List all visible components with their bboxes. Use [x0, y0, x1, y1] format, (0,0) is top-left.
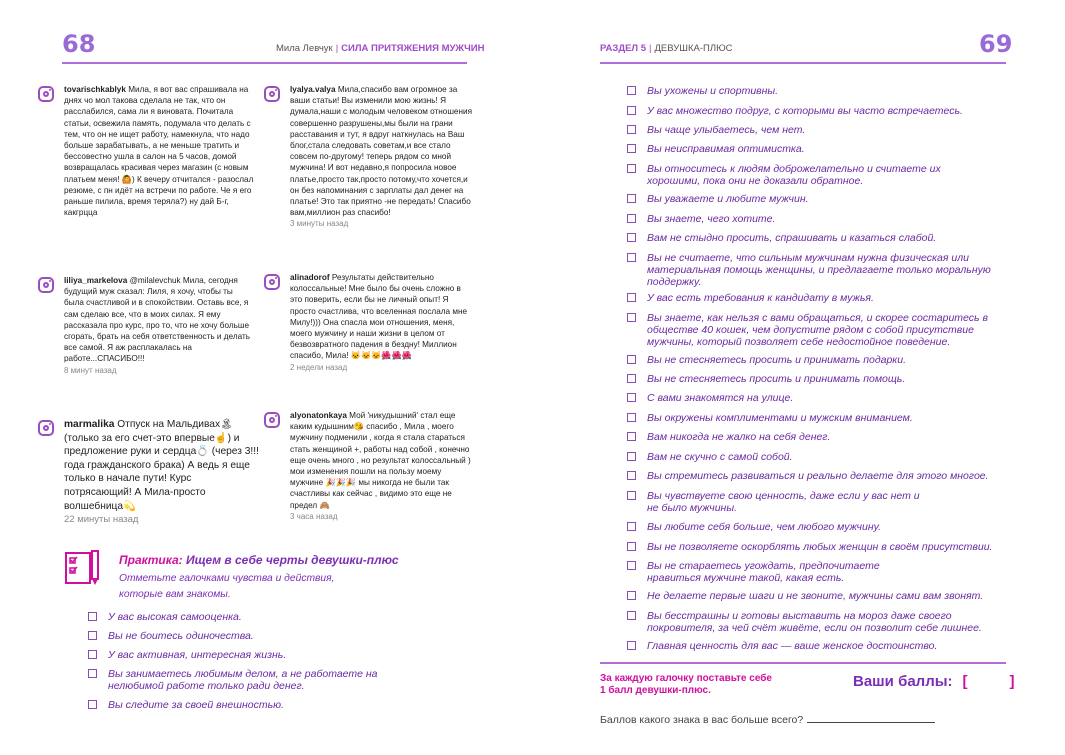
checkbox[interactable] — [627, 214, 636, 223]
checkbox[interactable] — [627, 611, 636, 620]
header-title: СИЛА ПРИТЯЖЕНИЯ МУЖЧИН — [341, 43, 485, 54]
instagram-icon — [38, 277, 54, 293]
header-rule — [62, 62, 467, 64]
checkbox[interactable] — [627, 413, 636, 422]
practice-subtitle-line: Отметьте галочками чувства и действия, — [119, 573, 335, 584]
post-time: 8 минут назад — [64, 365, 117, 375]
post-text: @milalevchuk Мила, сегодня будущий муж сказал: Лиля, я хочу, чтобы ты была счастливой и в спокойствии. Оставь все, я сам сделаю все, что в моих силах. Я ему рассказала про курс, про то, что не хочу больше сгорать, брать на себя ответственность и делать все самой. Я аж расплакалась на работе...СПАСИБО!!! — [64, 276, 251, 364]
page-number: 68 — [62, 30, 96, 58]
post-username: alyonatonkaya — [290, 411, 347, 420]
score-note — [600, 673, 772, 697]
checklist-item-label: Вы бесстрашны и готовы выставить на мороз даже своего покровителя, за чей счёт живёте, если он позволит себе лишнее. — [647, 610, 982, 634]
post-time: 22 минуты назад — [64, 514, 139, 526]
post-text: Отпуск на Мальдивах🏝 (только за его счет-это впервые☝) и предложение руки и сердца💍 (через 3!!! года гражданского брака) А ведь я еще только в начале пути! Курс потрясающий! А Мила-просто волшебница💫 — [64, 419, 259, 512]
checkbox[interactable] — [627, 432, 636, 441]
instagram-icon — [264, 412, 280, 428]
post-username: alinadorof — [290, 273, 330, 282]
post-time: 3 минуты назад — [290, 219, 349, 229]
header-section: РАЗДЕЛ 5 — [600, 43, 647, 54]
checklist-item-label: Главная ценность для вас — ваше женское достоинство. — [647, 640, 938, 652]
score-note-line: За каждую галочку поставьте себе — [600, 673, 772, 684]
header-title: ДЕВУШКА-ПЛЮС — [654, 43, 733, 54]
instagram-icon — [264, 86, 280, 102]
checklist-item-label: Вы знаете, как нельзя с вами обращаться, и скорее состаритесь в обществе 40 кошек, чем допустите рядом с собой присутствие мужчины, который позволяет себе недостойное поведение. — [647, 312, 988, 348]
post-username: tovarischkablyk — [64, 85, 126, 94]
instagram-icon — [264, 274, 280, 290]
checkbox[interactable] — [627, 164, 636, 173]
post-text: Результаты действительно колоссальные! Мне было бы очень сложно в это поверить, если бы не личный опыт! Я просто счастлива, что вселенная послала мне Милу!))) Она спасла мои отношения, меня, моего мужчину и наши жизни в целом от безвозвратного падения в бездну! Миллион спасибо, Мила! 🐱🐱🐱🌺🌺🌺 — [290, 273, 468, 361]
checklist-item-label: Вы не стесняетесь просить и принимать подарки. — [647, 354, 907, 366]
checklist-item-label: С вами знакомятся на улице. — [647, 392, 794, 404]
checklist-item-label: У вас высокая самооценка. — [108, 611, 242, 623]
header-author: Мила Левчук — [276, 43, 333, 54]
post-username: lyalya.valya — [290, 85, 336, 94]
checklist-item-label: Вы не боитесь одиночества. — [108, 630, 254, 642]
checkbox[interactable] — [627, 471, 636, 480]
post-time: 2 недели назад — [290, 362, 348, 372]
header-rule — [600, 62, 1006, 64]
instagram-icon — [38, 420, 54, 436]
checklist-item-label: Вы стремитесь развиваться и реально делаете для этого многое. — [647, 470, 989, 482]
checkbox[interactable] — [627, 591, 636, 600]
checklist-item-label: Не делаете первые шаги и не звоните, мужчины сами вам звонят. — [647, 590, 984, 602]
checkbox[interactable] — [627, 374, 636, 383]
checkbox[interactable] — [88, 700, 97, 709]
checklist-item-label: Вы не считаете, что сильным мужчинам нужна физическая или материальная помощь женщины, и предлагаете только моральную поддержку. — [647, 252, 991, 288]
checkbox[interactable] — [88, 669, 97, 678]
checklist-item-label: Вам никогда не жалко на себя денег. — [647, 431, 831, 443]
score-bracket-close[interactable]: ] — [1009, 673, 1015, 690]
question-line — [600, 713, 935, 726]
practice-subtitle — [119, 571, 335, 602]
checkbox[interactable] — [627, 125, 636, 134]
checkbox[interactable] — [88, 612, 97, 621]
checklist-item-label: Вы ухожены и спортивны. — [647, 85, 779, 97]
checklist-item-label: Вы окружены комплиментами и мужским вниманием. — [647, 412, 913, 424]
practice-heading: Ищем в себе черты девушки-плюс — [185, 553, 399, 567]
checklist-item-label: Вы следите за своей внешностью. — [108, 699, 284, 711]
post-text: Мила, я вот вас спрашивала на днях чо мол такова сделала не так, что он расслабился, сама ли я виновата. Почитала статьи, освежила память, подумала что делать с тем, что он не ищет работу, намекнула, что надо больше зарабатывать, а не меньше тратить и бессовестно ушла в салон на 5 часов, домой возвращалась красивая через магазин (с новым платьем меня! 🙆) К вечеру отчитался - разослал резюме, с пн идёт на встречи по работе. Че я его раньше пилила, время теряла?) ну дай Б-г, какгрцца — [64, 85, 254, 218]
score-label: Ваши баллы: — [853, 673, 953, 690]
checklist-item-label: Вы неисправимая оптимистка. — [647, 143, 805, 155]
checkbox[interactable] — [88, 650, 97, 659]
checklist-item-label: Вы чувствуете свою ценность, даже если у вас нет и не было мужчины. — [647, 490, 920, 514]
post-text: Мой 'никудышний' стал еще каким кудышним😘 спасибо , Мила , моего мужчину подменили , когда я стала стараться стать женщиной +, работы над собой , конечно еще очень много , но результат колоссальный ) мои изменения пошли на пользу моему мужчине 🎉🎉🎉 мы никогда не были так счастливы как сейчас , видимо это еще не предел 🙈 — [290, 411, 471, 510]
practice-label: Практика: — [119, 553, 183, 567]
checklist-item-label: Вы не стараетесь угождать, предпочитаете нравиться мужчине такой, какая есть. — [647, 560, 880, 584]
running-header: Мила Левчук | СИЛА ПРИТЯЖЕНИЯ МУЖЧИН — [276, 43, 485, 54]
checkbox[interactable] — [627, 106, 636, 115]
post-text: Мила,спасибо вам огромное за ваши статьи! Вы изменили мою жизнь! Я думала,наши с молодым человеком отношения совершенно разрушены,мы были на грани расставания и тут, я вдруг наткнулась на Ваш блог,стала следовать советам,и все стало совсем по-другому! теперь рядом со мной мужчина! И вот недавно,я попросила новое платье,просто так,просто потому,что хочется,и он без напоминания с зарплаты дал денег на платье! Это так приятно -не передать! Спасибо вам,миллион раз спасибо! — [290, 85, 472, 218]
checklist-pencil-icon — [64, 549, 102, 587]
checklist-item-label: Вы чаще улыбаетесь, чем нет. — [647, 124, 806, 136]
checklist-item-label: Вам не стыдно просить, спрашивать и казаться слабой. — [647, 232, 937, 244]
checklist-item-label: Вы занимаетесь любимым делом, а не работаете на нелюбимой работе только ради денег. — [108, 668, 378, 692]
checkbox[interactable] — [627, 233, 636, 242]
checkbox[interactable] — [627, 86, 636, 95]
checklist-item-label: У вас множество подруг, с которыми вы часто встречаетесь. — [647, 105, 963, 117]
checkbox[interactable] — [88, 631, 97, 640]
running-header: РАЗДЕЛ 5 | ДЕВУШКА-ПЛЮС — [600, 43, 733, 54]
score-box — [853, 673, 1015, 690]
checklist-item-label: Вы не стесняетесь просить и принимать помощь. — [647, 373, 906, 385]
checklist-item-label: У вас активная, интересная жизнь. — [108, 649, 287, 661]
checkbox[interactable] — [627, 293, 636, 302]
score-note-line: 1 балл девушки-плюс. — [600, 685, 711, 696]
checkbox[interactable] — [627, 393, 636, 402]
checkbox[interactable] — [627, 144, 636, 153]
checklist-item-label: Вы относитесь к людям доброжелательно и считаете их хорошими, пока они не доказали обратное. — [647, 163, 941, 187]
checklist-item-label: Вы знаете, чего хотите. — [647, 213, 776, 225]
checkbox[interactable] — [627, 253, 636, 262]
post-username: liliya_markelova — [64, 276, 128, 285]
page-number: 69 — [979, 30, 1013, 58]
post-time: 3 часа назад — [290, 511, 338, 521]
question-text: Баллов какого знака в вас больше всего? — [600, 714, 804, 726]
checklist-item-label: У вас есть требования к кандидату в мужья. — [647, 292, 874, 304]
checkbox[interactable] — [627, 542, 636, 551]
checklist-item-label: Вы любите себя больше, чем любого мужчину. — [647, 521, 882, 533]
footer-rule — [600, 662, 1006, 664]
practice-subtitle-line: которые вам знакомы. — [119, 588, 231, 600]
checkbox[interactable] — [627, 452, 636, 461]
checklist-item-label: Вам не скучно с самой собой. — [647, 451, 793, 463]
score-bracket-open: [ — [962, 673, 968, 690]
checkbox[interactable] — [627, 355, 636, 364]
checkbox[interactable] — [627, 491, 636, 500]
practice-title — [119, 553, 399, 567]
checklist-item-label: Вы уважаете и любите мужчин. — [647, 193, 809, 205]
checkbox[interactable] — [627, 561, 636, 570]
answer-blank[interactable] — [807, 713, 935, 723]
checkbox[interactable] — [627, 522, 636, 531]
instagram-icon — [38, 86, 54, 102]
post-username: marmalika — [64, 419, 115, 430]
checklist-item-label: Вы не позволяете оскорблять любых женщин в своём присутствии. — [647, 541, 993, 553]
checkbox[interactable] — [627, 641, 636, 650]
checkbox[interactable] — [627, 194, 636, 203]
checkbox[interactable] — [627, 313, 636, 322]
